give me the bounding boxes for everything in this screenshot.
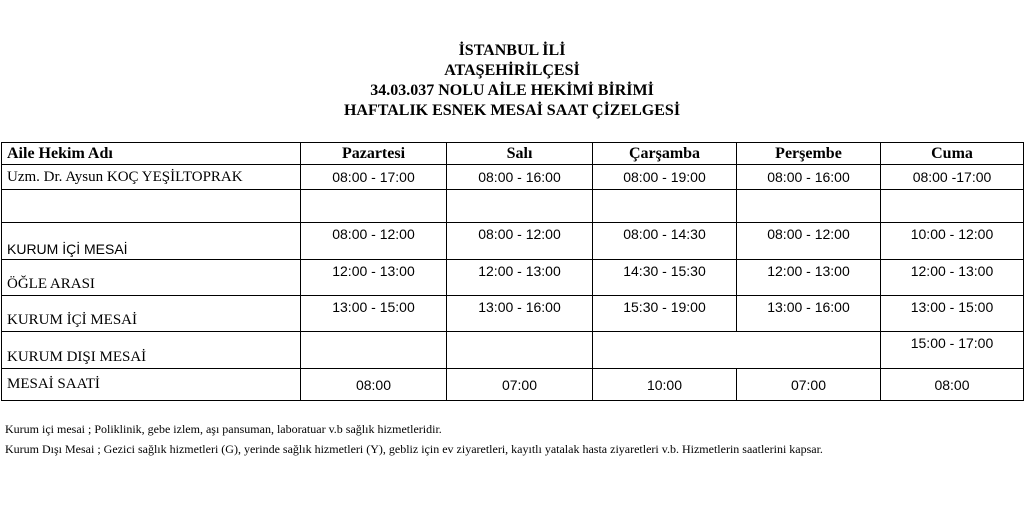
table-cell: 13:00 - 16:00 (447, 296, 593, 332)
table-cell: 08:00 (301, 369, 447, 401)
header-row (2, 143, 1024, 165)
table-cell: 08:00 - 14:30 (593, 223, 737, 260)
table-row-empty (2, 190, 1024, 223)
table-cell: 08:00 - 12:00 (447, 223, 593, 260)
table-cell: 15:30 - 19:00 (593, 296, 737, 332)
table-cell: 08:00 (881, 369, 1024, 401)
table-cell: 12:00 - 13:00 (737, 260, 881, 296)
table-cell: 08:00 - 12:00 (737, 223, 881, 260)
row-label-ogle-arasi: ÖĞLE ARASI (2, 260, 301, 296)
note-kurum-ici: Kurum içi mesai ; Poliklinik, gebe izlem, aşı pansuman, laboratuar v.b sağlık hizmetleridir. (5, 422, 442, 436)
table-row-kurum-ici-1 (2, 223, 1024, 260)
table-cell: 13:00 - 15:00 (881, 296, 1024, 332)
row-label-kurum-disi: KURUM DIŞI MESAİ (2, 332, 301, 369)
table-row-kurum-disi (2, 332, 1024, 369)
document-title (0, 41, 1024, 121)
row-label-mesai-saati: MESAİ SAATİ (2, 369, 301, 401)
column-header-name: Aile Hekim Adı (2, 143, 301, 165)
row-label-kurum-ici: KURUM İÇİ MESAİ (2, 296, 301, 332)
table-cell: 07:00 (737, 369, 881, 401)
table-cell: 14:30 - 15:30 (593, 260, 737, 296)
title-district: ATAŞEHİRİLÇESİ (444, 62, 580, 79)
column-header-friday: Cuma (881, 143, 1024, 165)
empty-cell (737, 190, 881, 223)
title-province: İSTANBUL İLİ (458, 42, 566, 59)
table-row-mesai-saati (2, 369, 1024, 401)
row-label-kurum-ici: KURUM İÇİ MESAİ (2, 223, 301, 260)
table-cell (447, 332, 593, 369)
table-cell: 12:00 - 13:00 (881, 260, 1024, 296)
table-cell (301, 332, 447, 369)
note-kurum-disi: Kurum Dışı Mesai ; Gezici sağlık hizmetleri (G), yerinde sağlık hizmetleri (Y), gebliz için ev ziyaretleri, kayıtlı yatalak hasta ziyaretleri v.b. Hizmetlerin saatlerini kapsar. (5, 442, 823, 456)
table-cell: 15:00 - 17:00 (881, 332, 1024, 369)
table-cell: 10:00 - 12:00 (881, 223, 1024, 260)
empty-cell (301, 190, 447, 223)
table-cell: 08:00 -17:00 (881, 165, 1024, 190)
table-row-doctor (2, 165, 1024, 190)
table-cell: 08:00 - 16:00 (737, 165, 881, 190)
table-cell: 08:00 - 19:00 (593, 165, 737, 190)
column-header-monday: Pazartesi (301, 143, 447, 165)
table-cell: 13:00 - 15:00 (301, 296, 447, 332)
title-unit: 34.03.037 NOLU AİLE HEKİMİ BİRİMİ (370, 82, 654, 99)
footnotes (5, 421, 1010, 461)
table-cell: 10:00 (593, 369, 737, 401)
column-header-thursday: Perşembe (737, 143, 881, 165)
table-row-kurum-ici-2 (2, 296, 1024, 332)
table-cell: 08:00 - 12:00 (301, 223, 447, 260)
title-schedule: HAFTALIK ESNEK MESAİ SAAT ÇİZELGESİ (343, 102, 681, 119)
table-cell: 07:00 (447, 369, 593, 401)
empty-cell (447, 190, 593, 223)
doctor-name: Uzm. Dr. Aysun KOÇ YEŞİLTOPRAK (2, 165, 301, 190)
table-cell: 13:00 - 16:00 (737, 296, 881, 332)
empty-cell (593, 190, 737, 223)
table-cell: 08:00 - 17:00 (301, 165, 447, 190)
table-cell: 08:00 - 16:00 (447, 165, 593, 190)
column-header-wednesday: Çarşamba (593, 143, 737, 165)
empty-cell (2, 190, 301, 223)
column-header-tuesday: Salı (447, 143, 593, 165)
table-cell: 12:00 - 13:00 (447, 260, 593, 296)
table-cell: 12:00 - 13:00 (301, 260, 447, 296)
schedule-table (1, 142, 1024, 401)
empty-cell (881, 190, 1024, 223)
table-cell (593, 332, 881, 369)
table-row-ogle-arasi (2, 260, 1024, 296)
